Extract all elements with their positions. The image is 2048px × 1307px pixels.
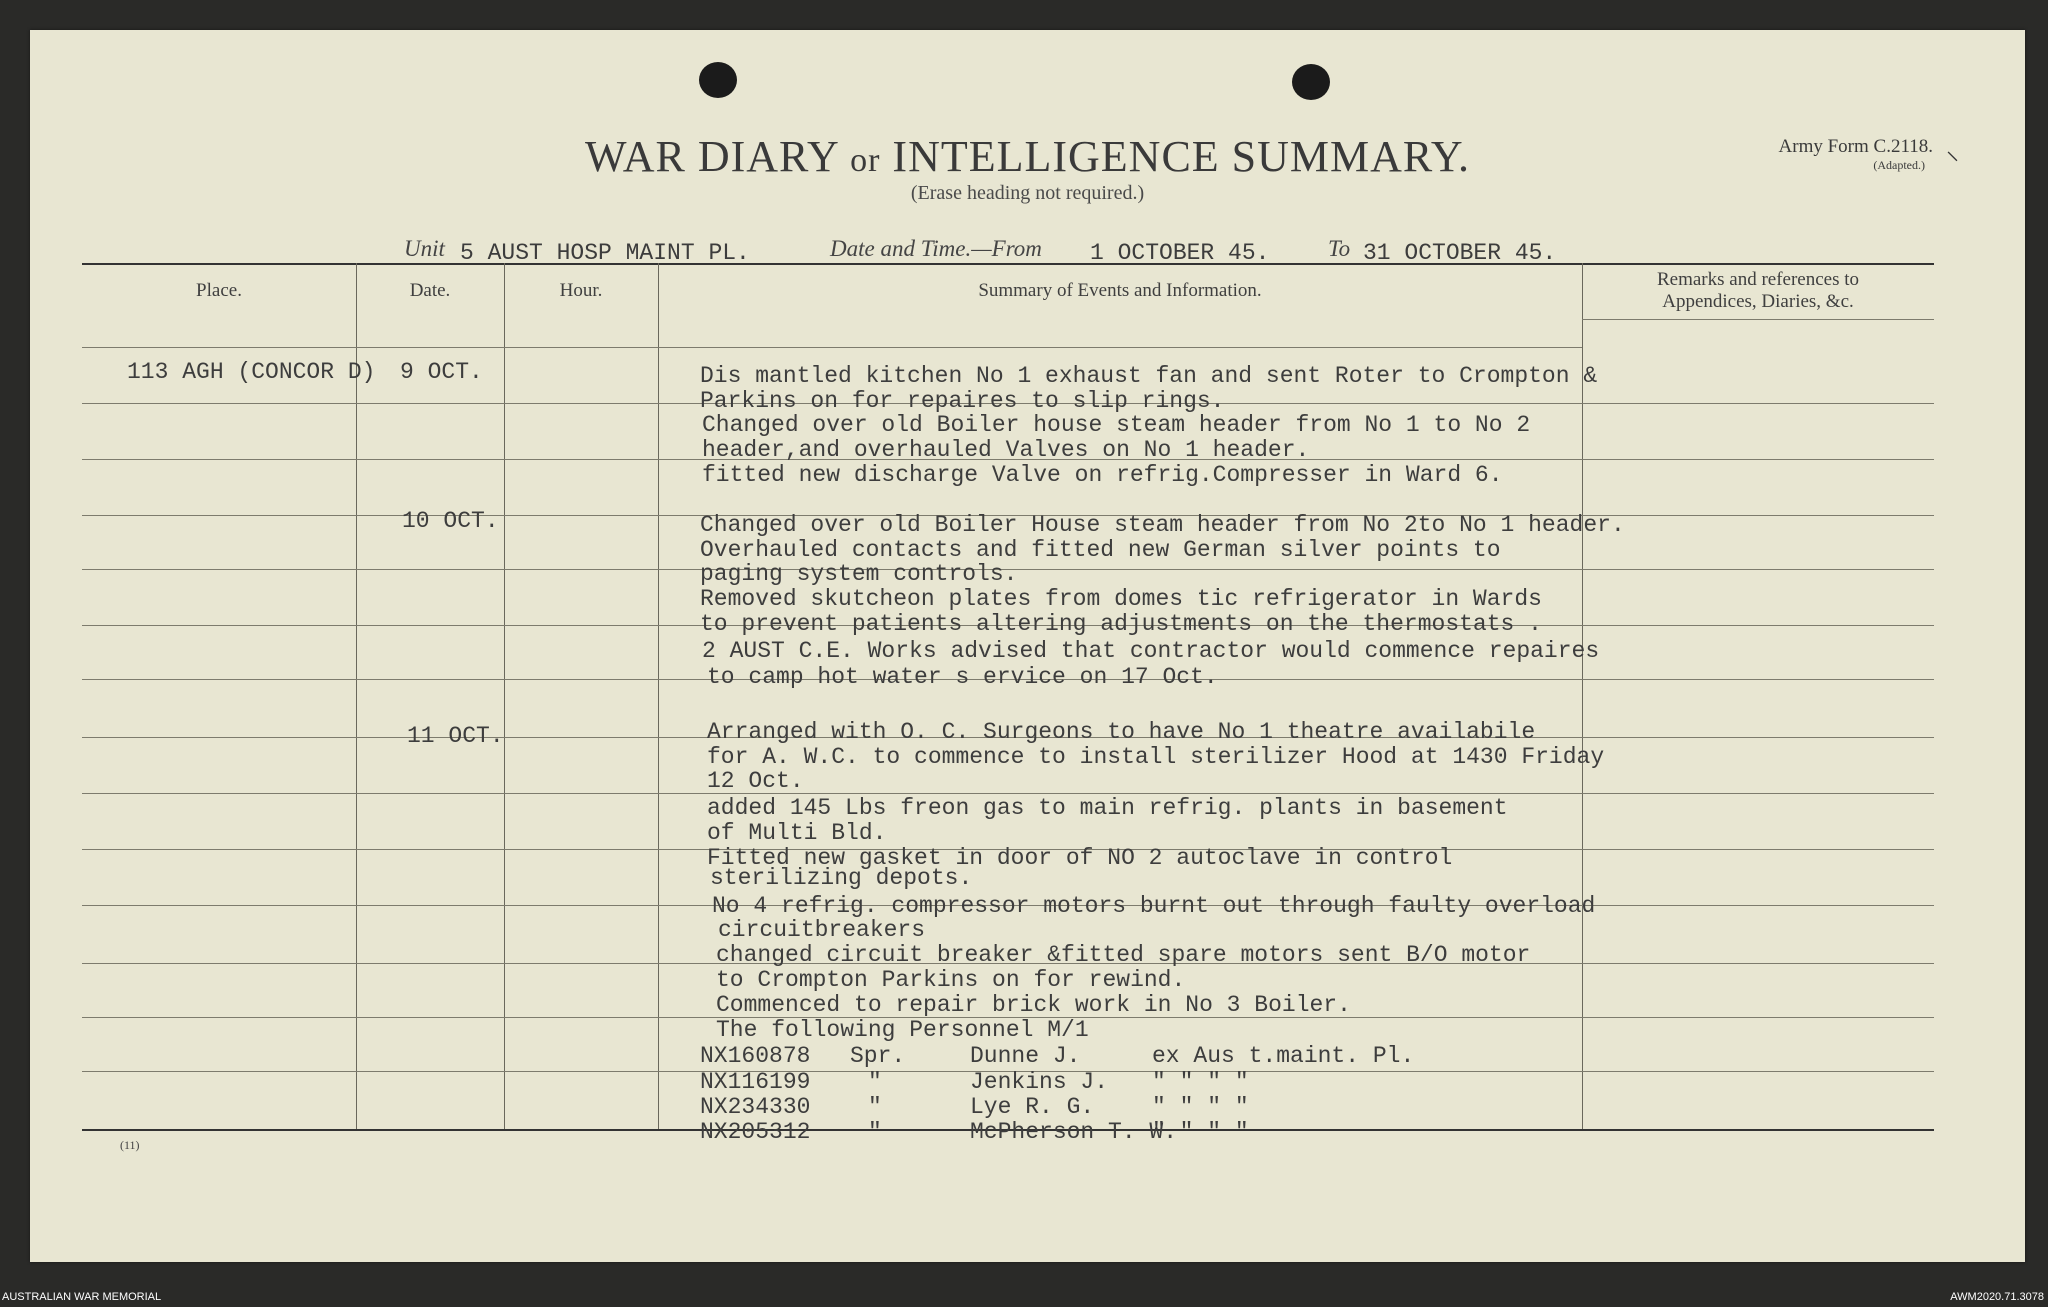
punch-hole-right	[1292, 64, 1330, 100]
personnel-unit: " " " "	[1152, 1119, 1249, 1145]
event-line: changed circuit breaker &fitted spare motors sent B/O motor	[716, 942, 1531, 968]
subtitle: (Erase heading not required.)	[910, 182, 1145, 204]
unit-value: 5 AUST HOSP MAINT PL.	[460, 240, 750, 266]
date-from-value: 1 OCTOBER 45.	[1090, 240, 1270, 266]
handwritten-mark-icon: ⸌	[1945, 147, 1959, 176]
personnel-rank: Spr.	[850, 1043, 906, 1069]
title-war-diary: WAR DIARY	[585, 132, 839, 181]
date-9-oct: 9 OCT.	[400, 359, 483, 385]
diary-page	[30, 30, 2025, 1262]
event-line: sterilizing depots.	[710, 865, 973, 891]
personnel-number: NX160878	[700, 1043, 811, 1069]
personnel-rank: "	[868, 1119, 882, 1145]
date-to-label: To	[1328, 236, 1351, 261]
event-line: Arranged with O. C. Surgeons to have No 1 theatre availabile	[707, 719, 1536, 745]
event-line: header,and overhauled Valves on No 1 header.	[702, 437, 1310, 463]
personnel-unit: " " " "	[1152, 1094, 1249, 1120]
event-line: to prevent patients altering adjustments on the thermostats .	[700, 611, 1542, 637]
personnel-rank: "	[868, 1094, 882, 1120]
army-form-adapted: (Adapted.)	[1873, 158, 1925, 172]
date-from-label: Date and Time.—From	[830, 236, 1042, 261]
event-line: to camp hot water s ervice on 17 Oct.	[707, 664, 1218, 690]
event-line: of Multi Bld.	[707, 820, 887, 846]
event-line: The following Personnel M/1	[716, 1017, 1089, 1043]
punch-hole-left	[699, 62, 737, 98]
date-10-oct: 10 OCT.	[402, 508, 499, 534]
event-line: No 4 refrig. compressor motors burnt out through faulty overload	[712, 893, 1596, 919]
event-line: Changed over old Boiler House steam header from No 2to No 1 header.	[700, 512, 1625, 538]
event-line: Changed over old Boiler house steam header from No 1 to No 2	[702, 412, 1531, 438]
form-number: (11)	[120, 1138, 140, 1152]
personnel-name: McPherson T. W.	[970, 1119, 1178, 1145]
personnel-number: NX205312	[700, 1119, 811, 1145]
personnel-name: Lye R. G.	[970, 1094, 1095, 1120]
footer-credit: AUSTRALIAN WAR MEMORIAL	[2, 1291, 162, 1303]
event-line: paging system controls.	[700, 561, 1018, 587]
page-title	[30, 131, 2025, 182]
event-line: Commenced to repair brick work in No 3 Boiler.	[716, 992, 1351, 1018]
date-11-oct: 11 OCT.	[407, 723, 504, 749]
header-hour: Hour.	[559, 280, 603, 301]
army-form-number: Army Form C.2118.	[1778, 136, 1933, 157]
event-line: for A. W.C. to commence to install sterilizer Hood at 1430 Friday	[707, 744, 1605, 770]
title-or: or	[850, 142, 881, 179]
personnel-number: NX234330	[700, 1094, 811, 1120]
personnel-unit: ex Aus t.maint. Pl.	[1152, 1043, 1415, 1069]
event-line: 2 AUST C.E. Works advised that contractor would commence repaires	[702, 638, 1600, 664]
event-line: Overhauled contacts and fitted new German silver points to	[700, 537, 1501, 563]
header-summary: Summary of Events and Information.	[978, 280, 1262, 301]
event-line: Parkins on for repaires to slip rings.	[700, 388, 1225, 414]
event-line: 12 Oct.	[707, 768, 804, 794]
event-line: added 145 Lbs freon gas to main refrig. plants in basement	[707, 795, 1508, 821]
footer-reference: AWM2020.71.3078	[1950, 1291, 2044, 1303]
event-line: circuitbreakers	[718, 917, 926, 943]
event-line: Removed skutcheon plates from domes tic refrigerator in Wards	[700, 586, 1542, 612]
title-intelligence-summary: INTELLIGENCE SUMMARY.	[892, 132, 1470, 181]
event-line: Dis mantled kitchen No 1 exhaust fan and sent Roter to Crompton &	[700, 363, 1598, 389]
personnel-unit: " " " "	[1152, 1069, 1249, 1095]
unit-label: Unit	[404, 236, 445, 261]
header-remarks-line2: Appendices, Diaries, &c.	[1662, 291, 1854, 312]
diary-table	[82, 263, 1934, 1145]
event-line: Fitted new gasket in door of NO 2 autoclave in control	[707, 845, 1453, 871]
personnel-name: Dunne J.	[970, 1043, 1081, 1069]
event-line: to Crompton Parkins on for rewind.	[716, 967, 1186, 993]
header-remarks	[1582, 263, 1934, 319]
header-remarks-line1: Remarks and references to	[1656, 269, 1860, 290]
header-place: Place.	[196, 280, 242, 301]
personnel-number: NX116199	[700, 1069, 811, 1095]
place-value: 113 AGH (CONCOR D)	[127, 359, 376, 385]
army-form-label	[1779, 136, 1933, 173]
header-date: Date.	[409, 280, 451, 301]
personnel-name: Jenkins J.	[970, 1069, 1109, 1095]
date-to-value: 31 OCTOBER 45.	[1363, 240, 1557, 266]
personnel-rank: "	[868, 1069, 882, 1095]
event-line: fitted new discharge Valve on refrig.Compresser in Ward 6.	[702, 462, 1503, 488]
